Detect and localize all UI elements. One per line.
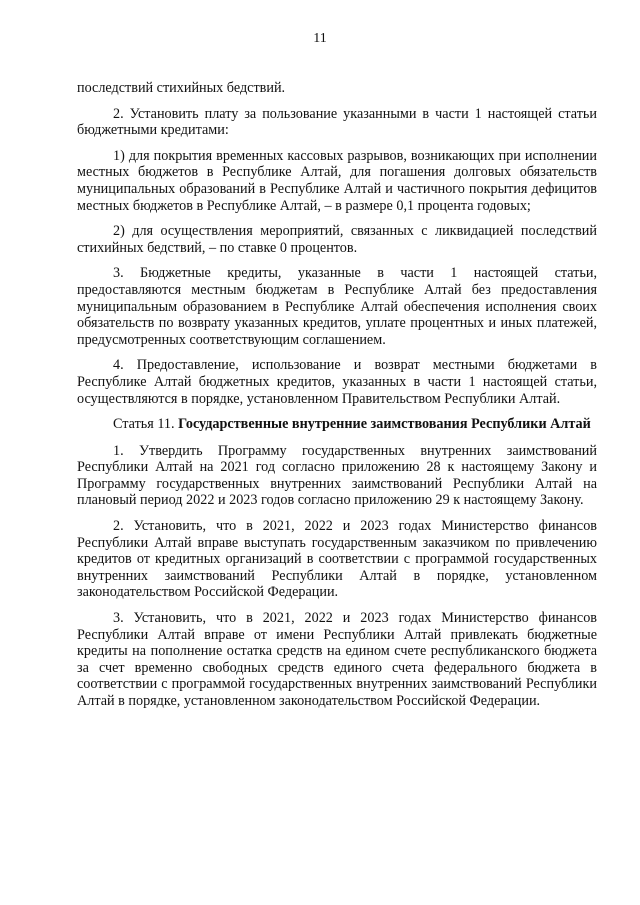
article-title: Государственные внутренние заимствования Республики Алтай bbox=[178, 416, 591, 433]
paragraph-item-1: 1) для покрытия временных кассовых разрывов, возникающих при исполнении местных бюджетов в Республике Алтай, для погашения долговых обязательств муниципальных образований в Республике Алтай и частичного покрытия дефицитов местных бюджетов в Республике Алтай, – в размере 0,1 процента годовых; bbox=[77, 147, 597, 214]
paragraph-continuation: последствий стихийных бедствий. bbox=[77, 80, 286, 96]
article-label: Статья 11. bbox=[113, 416, 175, 433]
article-heading bbox=[77, 416, 597, 433]
article-item-1: 1. Утвердить Программу государственных внутренних заимствований Республики Алтай на 2021 год согласно приложению 28 к настоящему Закону и Программу государственных внутренних заимствований Республики Алтай на плановый период 2022 и 2023 годов согласно приложению 29 к настоящему Закону. bbox=[77, 442, 597, 509]
paragraph-part-3: 3. Бюджетные кредиты, указанные в части 1 настоящей статьи, предоставляются местным бюджетам в Республике Алтай без предоставления муниципальным образованием в Республике Алтай обеспечения исполнения своих обязательств по возврату указанных кредитов, уплате процентных и иных платежей, предусмотренных соответствующим соглашением. bbox=[77, 265, 597, 348]
document-body bbox=[77, 80, 597, 719]
page-number: 11 bbox=[313, 31, 327, 46]
paragraph-item-2: 2) для осуществления мероприятий, связанных с ликвидацией последствий стихийных бедствий, – по ставке 0 процентов. bbox=[77, 223, 597, 256]
article-item-3: 3. Установить, что в 2021, 2022 и 2023 годах Министерство финансов Республики Алтай вправе от имени Республики Алтай привлекать бюджетные кредиты на пополнение остатка средств на едином счете республиканского бюджета за счет временно свободных средств единого счета федерального бюджета в соответствии с программой государственных внутренних заимствований Республики Алтай в порядке, установленном законодательством Российской Федерации. bbox=[77, 610, 597, 709]
article-item-2: 2. Установить, что в 2021, 2022 и 2023 годах Министерство финансов Республики Алтай вправе выступать государственным заказчиком по привлечению кредитов от кредитных организаций в соответствии с программой государственных внутренних заимствований Республики Алтай в порядке, установленном законодательством Российской Федерации. bbox=[77, 518, 597, 601]
paragraph-part-4: 4. Предоставление, использование и возврат местными бюджетами в Республике Алтай бюджетных кредитов, указанных в части 1 настоящей статьи, осуществляются в порядке, установленном Правительством Республики Алтай. bbox=[77, 357, 597, 407]
paragraph-part-2: 2. Установить плату за пользование указанными в части 1 настоящей статьи бюджетными кредитами: bbox=[77, 105, 597, 139]
